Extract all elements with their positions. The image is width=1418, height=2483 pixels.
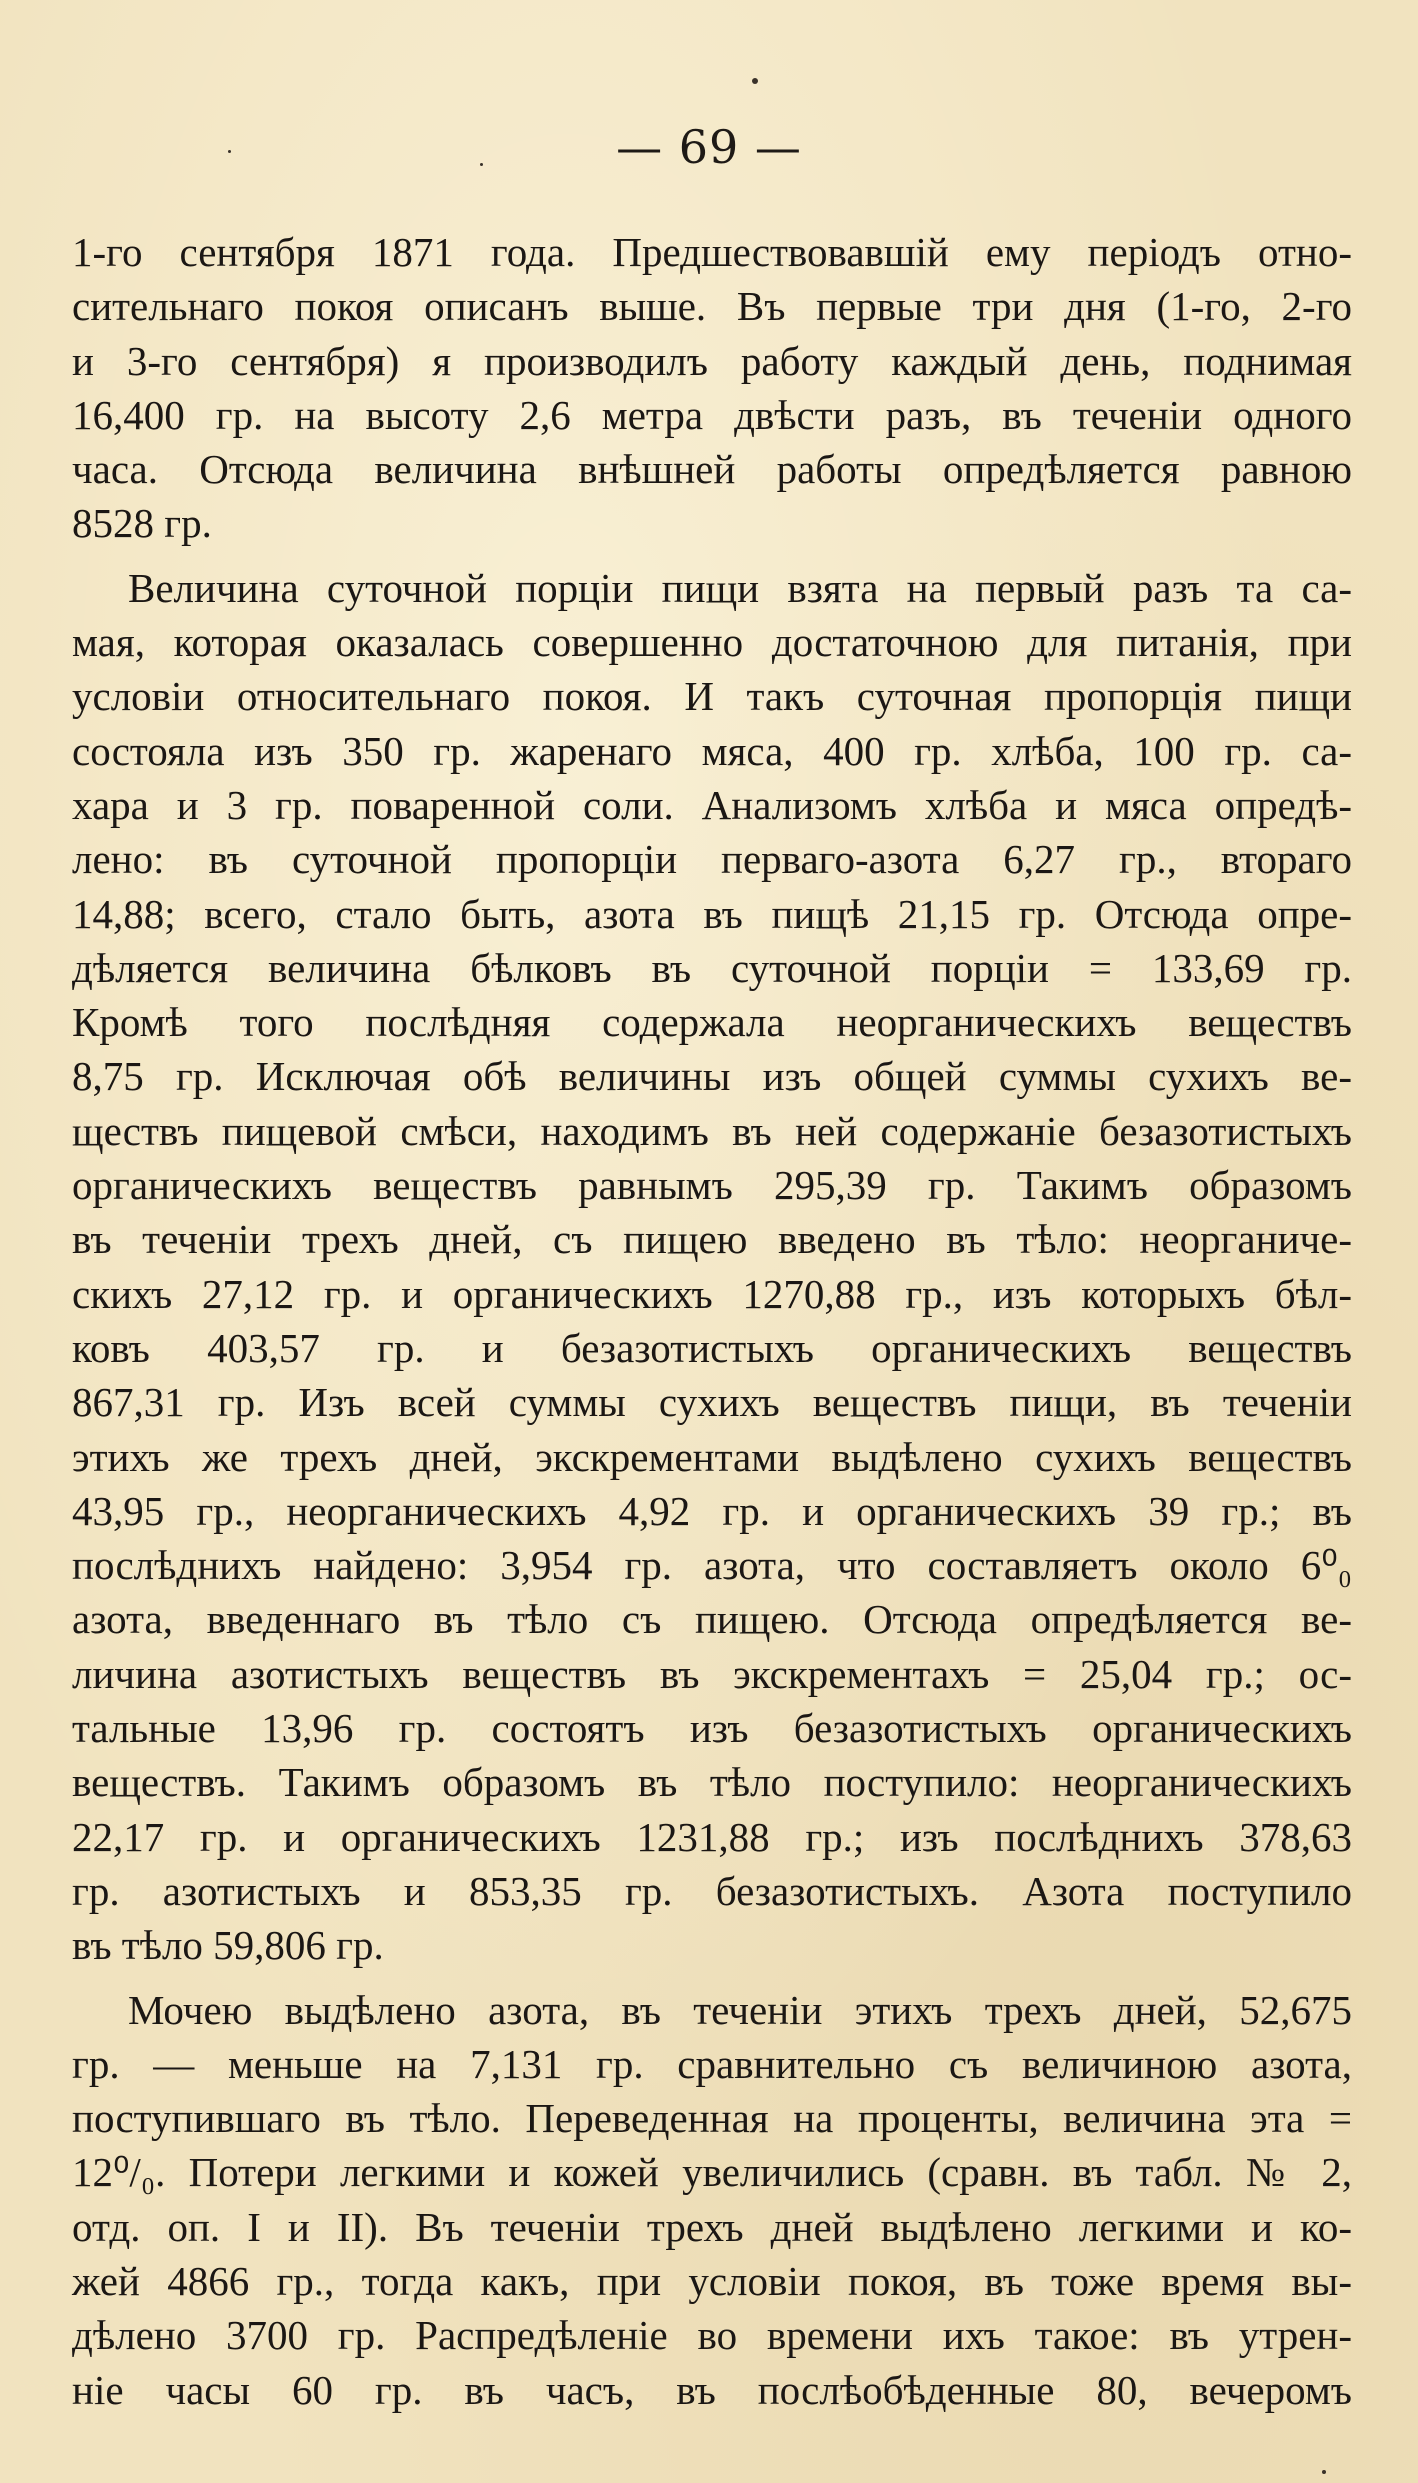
text-line: хара и 3 гр. поваренной соли. Анализомъ хлѣба и мяса опредѣ-: [72, 781, 1352, 828]
text-line: въ тѣло 59,806 гр.: [72, 1922, 384, 1969]
text-line: сительнаго покоя описанъ выше. Въ первые три дня (1-го, 2-го: [72, 283, 1352, 330]
text-line: органическихъ веществъ равнымъ 295,39 гр. Такимъ образомъ: [72, 1162, 1352, 1209]
text-line: гр. — меньше на 7,131 гр. сравнительно съ величиною азота,: [72, 2040, 1352, 2087]
text-line: ковъ 403,57 гр. и безазотистыхъ органическихъ веществъ: [72, 1324, 1352, 1371]
text-line: 8,75 гр. Исключая обѣ величины изъ общей суммы сухихъ ве-: [72, 1053, 1352, 1100]
text-line: 16,400 гр. на высоту 2,6 метра двѣсти разъ, въ теченіи одного: [72, 391, 1352, 438]
text-line: лено: въ суточной пропорціи перваго-азота 6,27 гр., втораго: [72, 836, 1352, 883]
text-line: ществъ пищевой смѣси, находимъ въ ней содержаніе безазотистыхъ: [72, 1107, 1352, 1154]
text-line: дѣлено 3700 гр. Распредѣленіе во времени ихъ такое: въ утрен-: [72, 2312, 1352, 2359]
text-line: состояла изъ 350 гр. жаренаго мяса, 400 гр. хлѣба, 100 гр. са-: [72, 727, 1352, 774]
paragraph-1: [72, 225, 1352, 551]
paragraph-2: [72, 561, 1352, 1973]
text-line: отд. оп. I и II). Въ теченіи трехъ дней выдѣлено легкими и ко-: [72, 2203, 1352, 2250]
text-line: послѣднихъ найдено: 3,954 гр. азота, что составляетъ около 6⁰₀: [72, 1542, 1352, 1589]
text-line: 867,31 гр. Изъ всей суммы сухихъ веществъ пищи, въ теченіи: [72, 1379, 1352, 1426]
text-line: мая, которая оказалась совершенно достаточною для питанія, при: [72, 619, 1352, 666]
text-line: азота, введеннаго въ тѣло съ пищею. Отсюда опредѣляется ве-: [72, 1596, 1352, 1643]
text-line: Кромѣ того послѣдняя содержала неорганическихъ веществъ: [72, 999, 1352, 1046]
body-text: [72, 225, 1352, 2417]
text-line: веществъ. Такимъ образомъ въ тѣло поступило: неорганическихъ: [72, 1759, 1352, 1806]
text-line: Мочею выдѣлено азота, въ теченіи этихъ трехъ дней, 52,675: [128, 1986, 1352, 2033]
text-line: 43,95 гр., неорганическихъ 4,92 гр. и органическихъ 39 гр.; въ: [72, 1487, 1352, 1534]
text-line: Величина суточной порціи пищи взята на первый разъ та са-: [128, 564, 1352, 611]
text-line: часа. Отсюда величина внѣшней работы опредѣляется равною: [72, 446, 1352, 493]
text-line: 8528 гр.: [72, 500, 212, 547]
text-line: 14,88; всего, стало быть, азота въ пищѣ 21,15 гр. Отсюда опре-: [72, 890, 1352, 937]
text-line: ніе часы 60 гр. въ часъ, въ послѣобѣденные 80, вечеромъ: [72, 2366, 1352, 2413]
text-line: въ теченіи трехъ дней, съ пищею введено въ тѣло: неорганиче-: [72, 1216, 1352, 1263]
text-line: жей 4866 гр., тогда какъ, при условіи покоя, въ тоже время вы-: [72, 2257, 1352, 2304]
text-line: тальные 13,96 гр. состоятъ изъ безазотистыхъ органическихъ: [72, 1705, 1352, 1752]
text-line: 22,17 гр. и органическихъ 1231,88 гр.; изъ послѣднихъ 378,63: [72, 1813, 1352, 1860]
paragraph-3: [72, 1983, 1352, 2417]
text-line: этихъ же трехъ дней, экскрементами выдѣлено сухихъ веществъ: [72, 1433, 1352, 1480]
text-line: дѣляется величина бѣлковъ въ суточной порціи = 133,69 гр.: [72, 944, 1352, 991]
text-line: скихъ 27,12 гр. и органическихъ 1270,88 гр., изъ которыхъ бѣл-: [72, 1270, 1352, 1317]
text-line: условіи относительнаго покоя. И такъ суточная пропорція пищи: [72, 673, 1352, 720]
text-line: личина азотистыхъ веществъ въ экскрементахъ = 25,04 гр.; ос-: [72, 1650, 1352, 1697]
page-number: — 69 —: [616, 120, 802, 174]
text-line: 1-го сентября 1871 года. Предшествовавшій ему періодъ отно-: [72, 229, 1352, 275]
text-line: и 3-го сентября) я производилъ работу каждый день, поднимая: [72, 337, 1352, 384]
text-line: гр. азотистыхъ и 853,35 гр. безазотистыхъ. Азота поступило: [72, 1867, 1352, 1914]
text-line: поступившаго въ тѣло. Переведенная на проценты, величина эта =: [72, 2095, 1352, 2142]
text-line: 12⁰/₀. Потери легкими и кожей увеличились (сравн. въ табл. № 2,: [72, 2149, 1352, 2196]
ink-speck: [1322, 2470, 1326, 2474]
ink-speck: [752, 78, 758, 84]
